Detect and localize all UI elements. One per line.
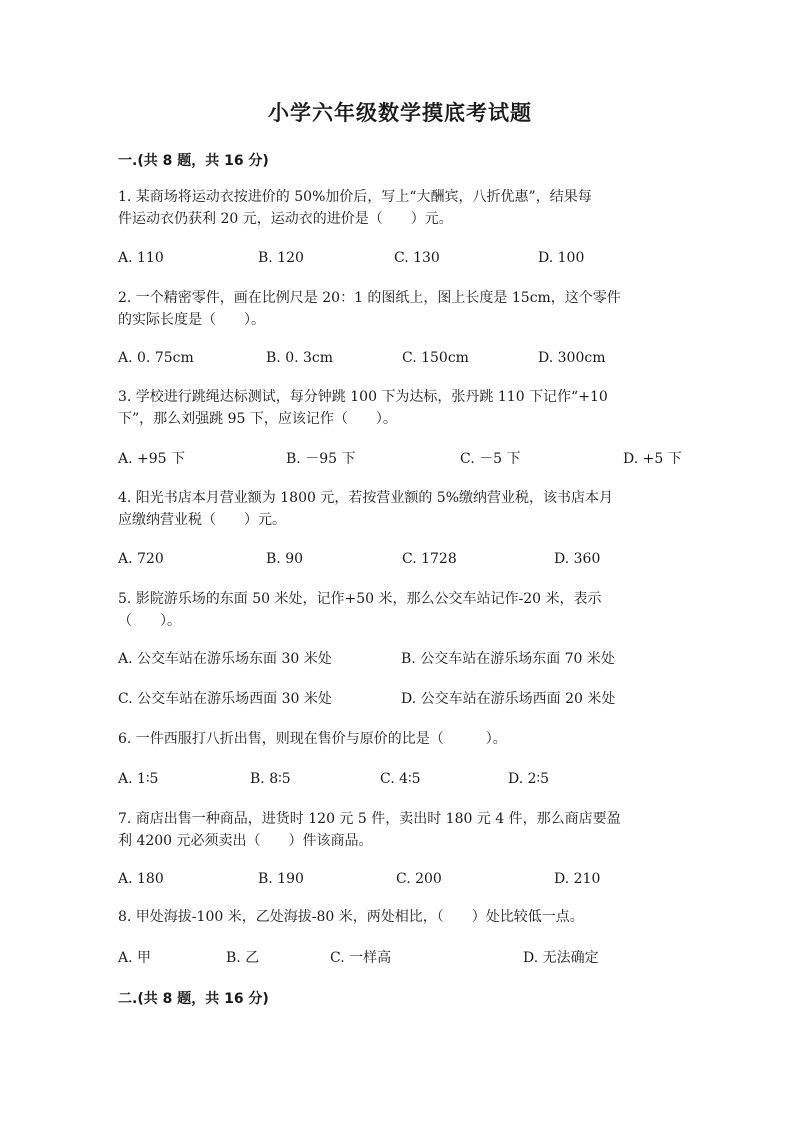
option-d: D. 360 <box>554 551 601 567</box>
option-d: D. 公交车站在游乐场西面 20 米处 <box>401 691 616 707</box>
question-line: 的实际长度是（ ）。 <box>118 312 265 328</box>
option-c: C. 4∶5 <box>380 771 421 787</box>
section-1-heading: 一.(共 8 题，共 16 分) <box>118 153 269 169</box>
question-line: 利 4200 元必须卖出（ ）件该商品。 <box>118 833 373 849</box>
option-b: B. 120 <box>258 250 304 266</box>
question-line: （ ）。 <box>118 613 181 629</box>
option-c: C. 1728 <box>402 551 457 567</box>
question-line: 3. 学校进行跳绳达标测试，每分钟跳 100 下为达标，张丹跳 110 下记作“+10 <box>118 389 608 405</box>
question-line: 5. 影院游乐场的东面 50 米处，记作+50 米，那么公交车站记作-20 米，表示 <box>118 591 602 607</box>
question-5 <box>118 588 678 632</box>
option-d: D. +5 下 <box>623 451 682 467</box>
option-d: D. 2∶5 <box>508 771 550 787</box>
option-c: C. 一样高 <box>330 950 392 966</box>
option-c: C. 200 <box>396 871 442 887</box>
question-line: 2. 一个精密零件，画在比例尺是 20：1 的图纸上，图上长度是 15cm，这个零件 <box>118 290 621 306</box>
option-b: B. 90 <box>266 551 304 567</box>
question-line: 6. 一件西服打八折出售，则现在售价与原价的比是（ ）。 <box>118 731 507 747</box>
question-5-options-row-2 <box>118 688 698 710</box>
option-b: B. 乙 <box>226 950 260 966</box>
question-8 <box>118 906 678 928</box>
option-b: B. －95 下 <box>286 451 356 467</box>
question-line: 1. 某商场将运动衣按进价的 50%加价后，写上“大酬宾，八折优惠”，结果每 <box>118 189 592 205</box>
option-c: C. 公交车站在游乐场西面 30 米处 <box>118 691 332 707</box>
question-6-options <box>118 768 698 790</box>
question-4-options <box>118 548 698 570</box>
option-a: A. 720 <box>118 551 164 567</box>
question-line: 应缴纳营业税（ ）元。 <box>118 512 286 528</box>
question-line: 8. 甲处海拔-100 米，乙处海拔-80 米，两处相比，（ ）处比较低一点。 <box>118 909 584 925</box>
option-b: B. 0. 3cm <box>266 350 334 366</box>
option-d: D. 无法确定 <box>523 950 599 966</box>
option-d: D. 100 <box>538 250 585 266</box>
question-line: 4. 阳光书店本月营业额为 1800 元，若按营业额的 5%缴纳营业税，该书店本月 <box>118 490 613 506</box>
question-1-options <box>118 247 698 269</box>
question-4 <box>118 487 678 531</box>
option-c: C. 130 <box>394 250 440 266</box>
option-b: B. 8∶5 <box>250 771 291 787</box>
question-line: 件运动衣仍获利 20 元，运动衣的进价是（ ）元。 <box>118 211 453 227</box>
option-a: A. 甲 <box>118 950 152 966</box>
option-a: A. 公交车站在游乐场东面 30 米处 <box>118 651 332 667</box>
question-6 <box>118 728 678 750</box>
question-2-options <box>118 347 698 369</box>
option-a: A. 180 <box>118 871 164 887</box>
option-c: C. －5 下 <box>460 451 521 467</box>
question-7-options <box>118 868 698 890</box>
question-3-options <box>118 448 698 470</box>
option-a: A. +95 下 <box>118 451 186 467</box>
option-a: A. 1∶5 <box>118 771 159 787</box>
question-5-options-row-1 <box>118 648 698 670</box>
question-line: 7. 商店出售一种商品，进货时 120 元 5 件，卖出时 180 元 4 件，那么商店要盈 <box>118 811 621 827</box>
question-3 <box>118 386 678 430</box>
question-line: 下”，那么刘强跳 95 下，应该记作（ ）。 <box>118 411 397 427</box>
option-b: B. 190 <box>258 871 304 887</box>
question-1 <box>118 186 678 230</box>
exam-title: 小学六年级数学摸底考试题 <box>268 101 532 125</box>
section-2-heading: 二.(共 8 题，共 16 分) <box>118 991 269 1007</box>
question-8-options <box>118 947 698 969</box>
option-a: A. 0. 75cm <box>118 350 194 366</box>
option-a: A. 110 <box>118 250 164 266</box>
option-c: C. 150cm <box>402 350 469 366</box>
option-b: B. 公交车站在游乐场东面 70 米处 <box>401 651 615 667</box>
question-7 <box>118 808 678 852</box>
question-2 <box>118 287 678 331</box>
option-d: D. 210 <box>554 871 601 887</box>
option-d: D. 300cm <box>538 350 606 366</box>
